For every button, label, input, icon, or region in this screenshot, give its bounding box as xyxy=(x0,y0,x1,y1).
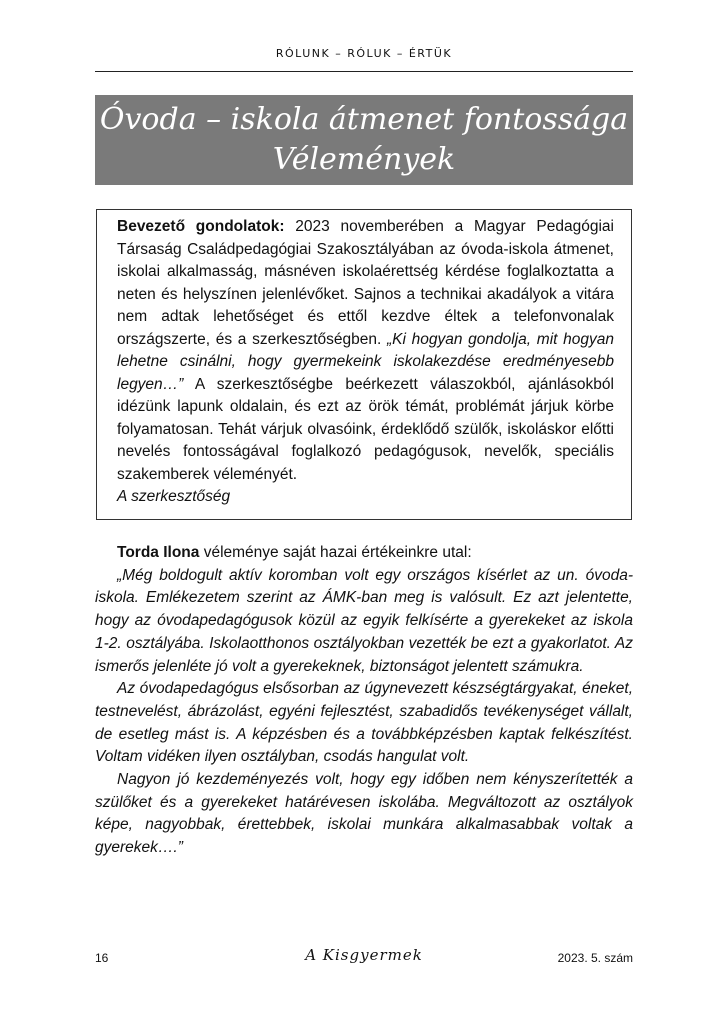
article-author: Torda Ilona xyxy=(117,544,200,561)
article-body xyxy=(95,542,633,860)
article-subtitle: Vélemények xyxy=(272,142,456,177)
intro-lead: Bevezető gondolatok: xyxy=(117,218,285,235)
intro-text xyxy=(117,216,614,486)
article-paragraph: Az óvodapedagógus elsősorban az úgynevezett készségtárgyakat, éneket, testnevelést, ábrázolást, egyéni fejlesztést, szabadidős tevékenységet vállalt, de esetleg mást is. A képzésben és a továbbképzésben kaptak felkészítést. Voltam vidéken ilyen osztályban, csodás hangulat volt. xyxy=(95,680,633,766)
article-title-banner xyxy=(95,95,633,185)
magazine-name: A Kisgyermek xyxy=(305,946,423,964)
article-title: Óvoda – iskola átmenet fontossága xyxy=(99,102,629,137)
intro-body: 2023 novemberében a Magyar Pedagógiai Társaság Családpedagógiai Szakosztályában az óvoda-iskola átmenet, iskolai alkalmasság, másnéven iskolaérettség kérdése foglalkoztatta a neten és helyszínen jelenlévőket. Sajnos a technikai akadályok a vitára nem adtak lehetőséget és ettől kezdve éltek a telefonvonalak országszerte, és a szerkesztőségben. xyxy=(117,218,614,348)
article-author-tail: véleménye saját hazai értékeinkre utal: xyxy=(199,544,472,561)
running-header: RÓLUNK – RÓLUK – ÉRTÜK xyxy=(275,47,453,60)
article-paragraph: „Még boldogult aktív koromban volt egy országos kísérlet az un. óvoda-iskola. Emlékezetem szerint az ÁMK-ban meg is valósult. Ez azt jelentette, hogy az óvodapedagógusok közül az egyik felkísérte a gyerekeket az iskola 1-2. osztályába. Iskolaotthonos osztályokban vezették be ezt a gyakorlatot. Az ismerős jelenléte jó volt a gyerekeknek, biztonságot jelentett számukra. xyxy=(95,566,633,675)
issue-number: 2023. 5. szám xyxy=(557,951,633,965)
header-rule xyxy=(95,71,633,72)
article-author-line xyxy=(95,542,633,565)
intro-quote: „Ki hogyan gondolja, mit hogyan lehetne csinálni, hogy gyermekeink iskolakezdése eredményesebb legyen…” xyxy=(117,330,614,393)
page-number: 16 xyxy=(95,951,109,965)
article-paragraph: Nagyon jó kezdeményezés volt, hogy egy időben nem kényszerítették a szülőket és a gyerekeket határévesen iskolába. Megváltozott az osztályok képe, nagyobbak, érettebbek, iskolai munkára alkalmasabbak voltak a gyerekek….” xyxy=(95,771,633,857)
intro-box xyxy=(96,209,632,520)
editorial-signature: A szerkesztőség xyxy=(117,488,231,505)
intro-body-2: A szerkesztőségbe beérkezett válaszokból, ajánlásokból idézünk lapunk oldalain, és ezt az örök témát, problémát járjuk körbe folyamatosan. Tehát várjuk olvasóink, érdeklődő szülők, iskoláskor előtti nevelés fontosságával foglalkozó pedagógusok, nevelők, speciális szakemberek véleményét. xyxy=(117,375,614,483)
